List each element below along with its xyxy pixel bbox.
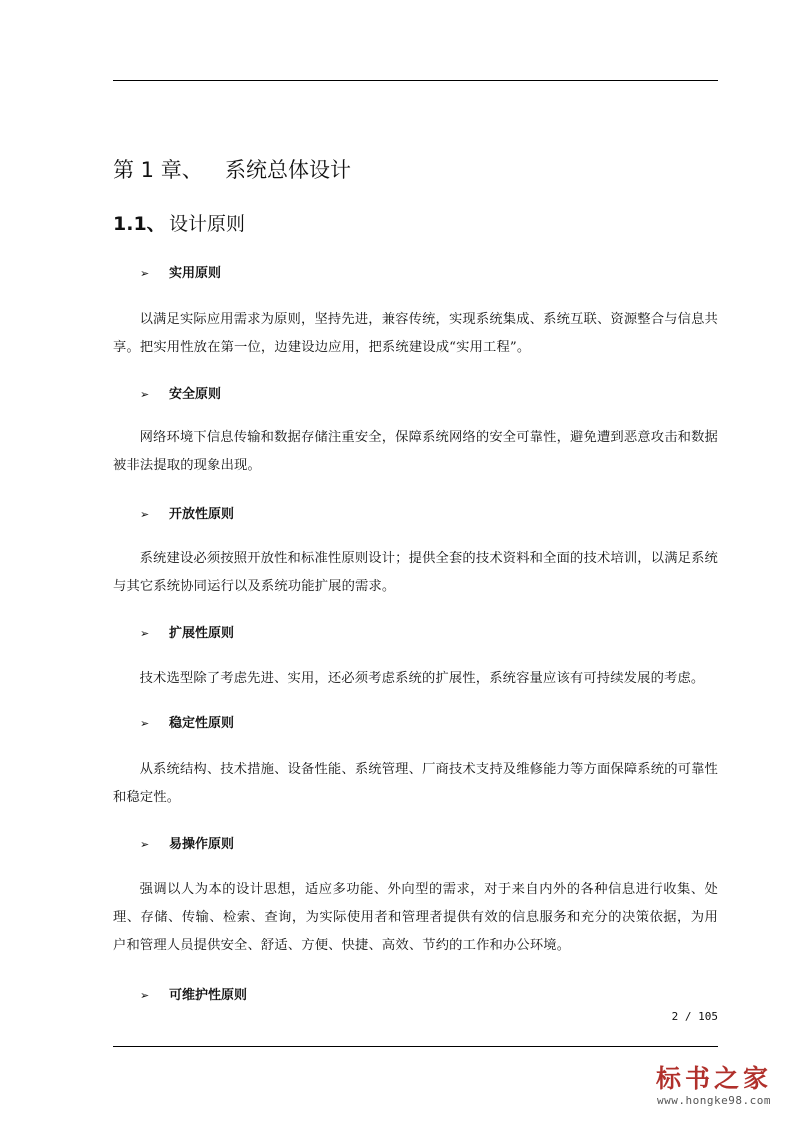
principle-title: 可维护性原则: [169, 988, 248, 1003]
chapter-heading: [113, 156, 351, 184]
principle-text-usability: 强调以人为本的设计思想，适应多功能、外向型的需求，对于来自内外的各种信息进行收集、处理、存储、传输、检索、查询，为实际使用者和管理者提供有效的信息服务和充分的决策依据，为用户和管理人员提供安全、舒适、方便、快捷、高效、节约的工作和办公环境。: [113, 882, 718, 953]
principle-title: 开放性原则: [169, 507, 235, 522]
header-rule: [113, 80, 718, 81]
section-title: 设计原则: [169, 213, 246, 235]
principle-heading-usability: [140, 835, 234, 855]
watermark-logo: [640, 1064, 788, 1108]
arrow-bullet-icon: ➢: [140, 717, 150, 730]
principle-text-stability: 从系统结构、技术措施、设备性能、系统管理、厂商技术支持及维修能力等方面保障系统的可靠性和稳定性。: [113, 762, 718, 805]
chapter-number: 第 1 章、: [113, 158, 203, 182]
section-heading: [113, 211, 245, 237]
principle-text-practical: 以满足实际应用需求为原则，坚持先进，兼容传统，实现系统集成、系统互联、资源整合与信息共享。把实用性放在第一位，边建设边应用，把系统建设成“实用工程”。: [113, 312, 718, 355]
watermark-title: 标书之家: [655, 1064, 772, 1093]
principle-heading-maintainability: [140, 986, 247, 1006]
principle-heading-practical: [140, 264, 221, 284]
section-number: 1.1、: [113, 213, 166, 235]
arrow-bullet-icon: ➢: [140, 508, 150, 521]
footer-rule: [113, 1046, 718, 1047]
arrow-bullet-icon: ➢: [140, 267, 150, 280]
page-number: 2 / 105: [671, 1010, 718, 1023]
chapter-title: 系统总体设计: [225, 158, 351, 182]
principle-text-security: 网络环境下信息传输和数据存储注重安全，保障系统网络的安全可靠性，避免遭到恶意攻击和数据被非法提取的现象出现。: [113, 430, 718, 473]
arrow-bullet-icon: ➢: [140, 989, 150, 1002]
principle-heading-scalability: [140, 624, 234, 644]
principle-title: 扩展性原则: [169, 626, 235, 641]
principle-heading-openness: [140, 505, 234, 525]
principle-title: 易操作原则: [169, 837, 235, 852]
principle-heading-stability: [140, 714, 234, 734]
principle-text-openness: 系统建设必须按照开放性和标准性原则设计；提供全套的技术资料和全面的技术培训，以满足系统与其它系统协同运行以及系统功能扩展的需求。: [113, 551, 718, 594]
watermark-url: www.hongke98.com: [657, 1094, 771, 1107]
arrow-bullet-icon: ➢: [140, 388, 150, 401]
principle-title: 安全原则: [169, 387, 222, 402]
principle-text-scalability: 技术选型除了考虑先进、实用，还必须考虑系统的扩展性，系统容量应该有可持续发展的考虑。: [139, 671, 705, 686]
principle-title: 实用原则: [169, 266, 222, 281]
principle-title: 稳定性原则: [169, 716, 235, 731]
principle-heading-security: [140, 385, 221, 405]
arrow-bullet-icon: ➢: [140, 838, 150, 851]
arrow-bullet-icon: ➢: [140, 627, 150, 640]
